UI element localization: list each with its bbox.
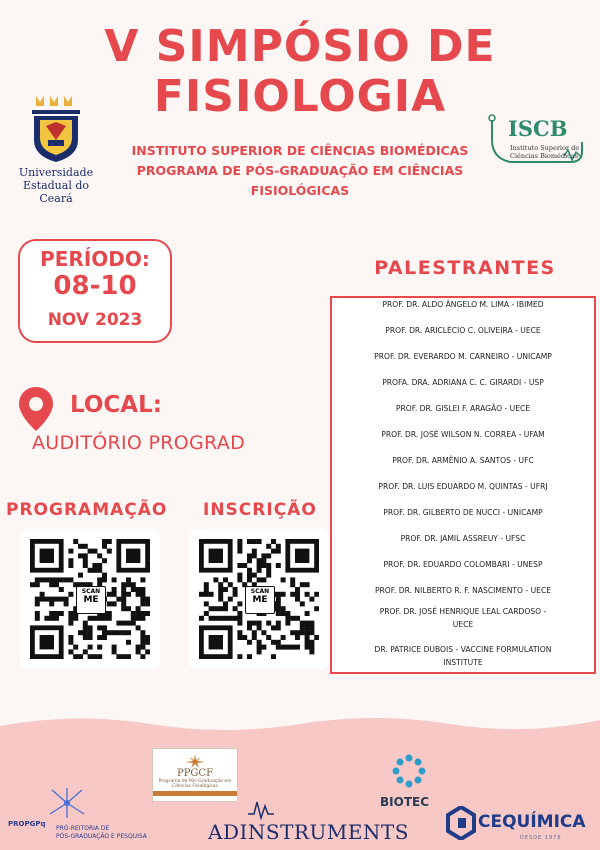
speakers-title: PALESTRANTES [374, 257, 556, 279]
title-line-2: FISIOLOGIA [153, 71, 447, 122]
subtitle-line-1: INSTITUTO SUPERIOR DE CIÊNCIAS BIOMÉDICAS [131, 143, 469, 158]
prorektor-line-1: PRÓ-REITORIA DE [56, 825, 110, 832]
period-month: NOV 2023 [47, 310, 143, 330]
scan-text: SCAN [81, 588, 101, 595]
iscb-subtitle-line-1: Instituto Superior de [510, 144, 580, 152]
prorektor-text [56, 825, 147, 841]
biotec-name: BIOTEC [380, 795, 430, 809]
uece-logo [6, 96, 106, 205]
propgpq-logo [46, 786, 88, 824]
institute-subtitle [110, 141, 490, 201]
period-box [18, 239, 172, 343]
speaker-item: PROFA. DRA. ADRIANA C. C. GIRARDI - USP [382, 378, 544, 387]
speaker-item: PROF. DR. EDUARDO COLOMBARI - UNESP [383, 560, 543, 569]
iscb-subtitle [510, 144, 579, 160]
speaker-item: PROF. DR. JOSÉ HENRIQUE LEAL CARDOSO - [379, 607, 547, 616]
period-label: PERÍODO: [40, 247, 150, 271]
speaker-item: PROF. DR. EVERARDO M. CARNEIRO - UNICAMP [374, 352, 552, 361]
speaker-item: PROF. DR. GILBERTO DE NUCCI - UNICAMP [383, 508, 543, 517]
biotec-dots-icon [392, 754, 426, 788]
ppgcf-subtitle [159, 779, 232, 789]
speaker-item: PROF. DR. GISLEI F. ARAGÃO - UECE [395, 404, 531, 413]
programacao-label: PROGRAMAÇÃO [6, 500, 168, 520]
iscb-logo [486, 110, 590, 174]
inscricao-qr-code[interactable] [189, 529, 329, 669]
speaker-item: PROF. DR. LUIS EDUARDO M. QUINTAS - UFRJ [378, 482, 548, 491]
cequimica-hexagon-icon [446, 806, 476, 840]
speaker-item-continued: INSTITUTE [443, 658, 483, 667]
speakers-list [330, 296, 596, 674]
prorektor-line-2: PÓS-GRADUAÇÃO E PESQUISA [56, 833, 147, 840]
location-value: AUDITÓRIO PROGRAD [32, 432, 245, 454]
uece-crest-icon [28, 96, 84, 162]
speaker-item: PROF. DR. ARMÊNIO A. SANTOS - UFC [392, 456, 534, 465]
ppgcf-star-icon [185, 754, 205, 768]
period-dates: 08-10 [53, 271, 137, 301]
speaker-item: DR. PATRICE DUBOIS - VACCINE FORMULATION [374, 645, 552, 654]
biotec-logo [392, 754, 426, 792]
inscricao-label: INSCRIÇÃO [203, 500, 317, 520]
iscb-subtitle-line-2: Ciências Biomédicas [510, 152, 578, 160]
adinstruments-logo: ADINSTRUMENTS [208, 820, 409, 844]
speaker-item: PROF. DR. ARICLÉCIO C. OLIVEIRA - UECE [385, 326, 541, 335]
me-text: ME [83, 595, 99, 605]
scan-text: SCAN [250, 588, 270, 595]
iscb-name: ISCB [508, 116, 568, 141]
map-pin-icon [18, 386, 54, 432]
scan-me-badge [245, 586, 275, 614]
cequimica-since: DESDE 1978 [520, 835, 562, 841]
network-icon [46, 786, 88, 820]
uece-name-line-2: Estadual do Ceará [22, 179, 90, 205]
programacao-qr-code[interactable] [20, 529, 160, 669]
location-label: LOCAL: [70, 392, 162, 418]
ppgcf-name: PPGCF [176, 768, 214, 779]
speaker-item: PROF. DR. JAMIL ASSREUY - UFSC [400, 534, 526, 543]
scan-me-badge [76, 586, 106, 614]
ppgcf-subtitle-line-1: Programa de Pós-Graduação em [158, 779, 232, 784]
cequimica-logo: CEQUÍMICA [478, 812, 586, 832]
speaker-item: PROF. DR. JOSÉ WILSON N. CORREA - UFAM [381, 430, 545, 439]
speaker-item: PROF. DR. ALDO ÂNGELO M. LIMA - IBIMED [382, 300, 544, 309]
ppgcf-logo [152, 748, 238, 802]
ppgcf-subtitle-line-2: Ciências Fisiológicas [172, 784, 218, 789]
adinstruments-wave-icon [248, 800, 274, 820]
title-line-1: V SIMPÓSIO DE [104, 21, 496, 72]
subtitle-line-2: PROGRAMA DE PÓS-GRADUAÇÃO EM CIÊNCIAS [136, 163, 464, 178]
subtitle-line-3: FISIOLÓGICAS [250, 183, 350, 198]
uece-name-line-1: Universidade [18, 166, 94, 179]
speaker-item: PROF. DR. NILBERTO R. F. NASCIMENTO - UECE [374, 586, 552, 595]
propgpq-name: PROPGPq [8, 820, 46, 828]
speaker-item-continued: UECE [452, 620, 474, 629]
me-text: ME [252, 595, 268, 605]
ppgcf-bar [153, 791, 237, 796]
